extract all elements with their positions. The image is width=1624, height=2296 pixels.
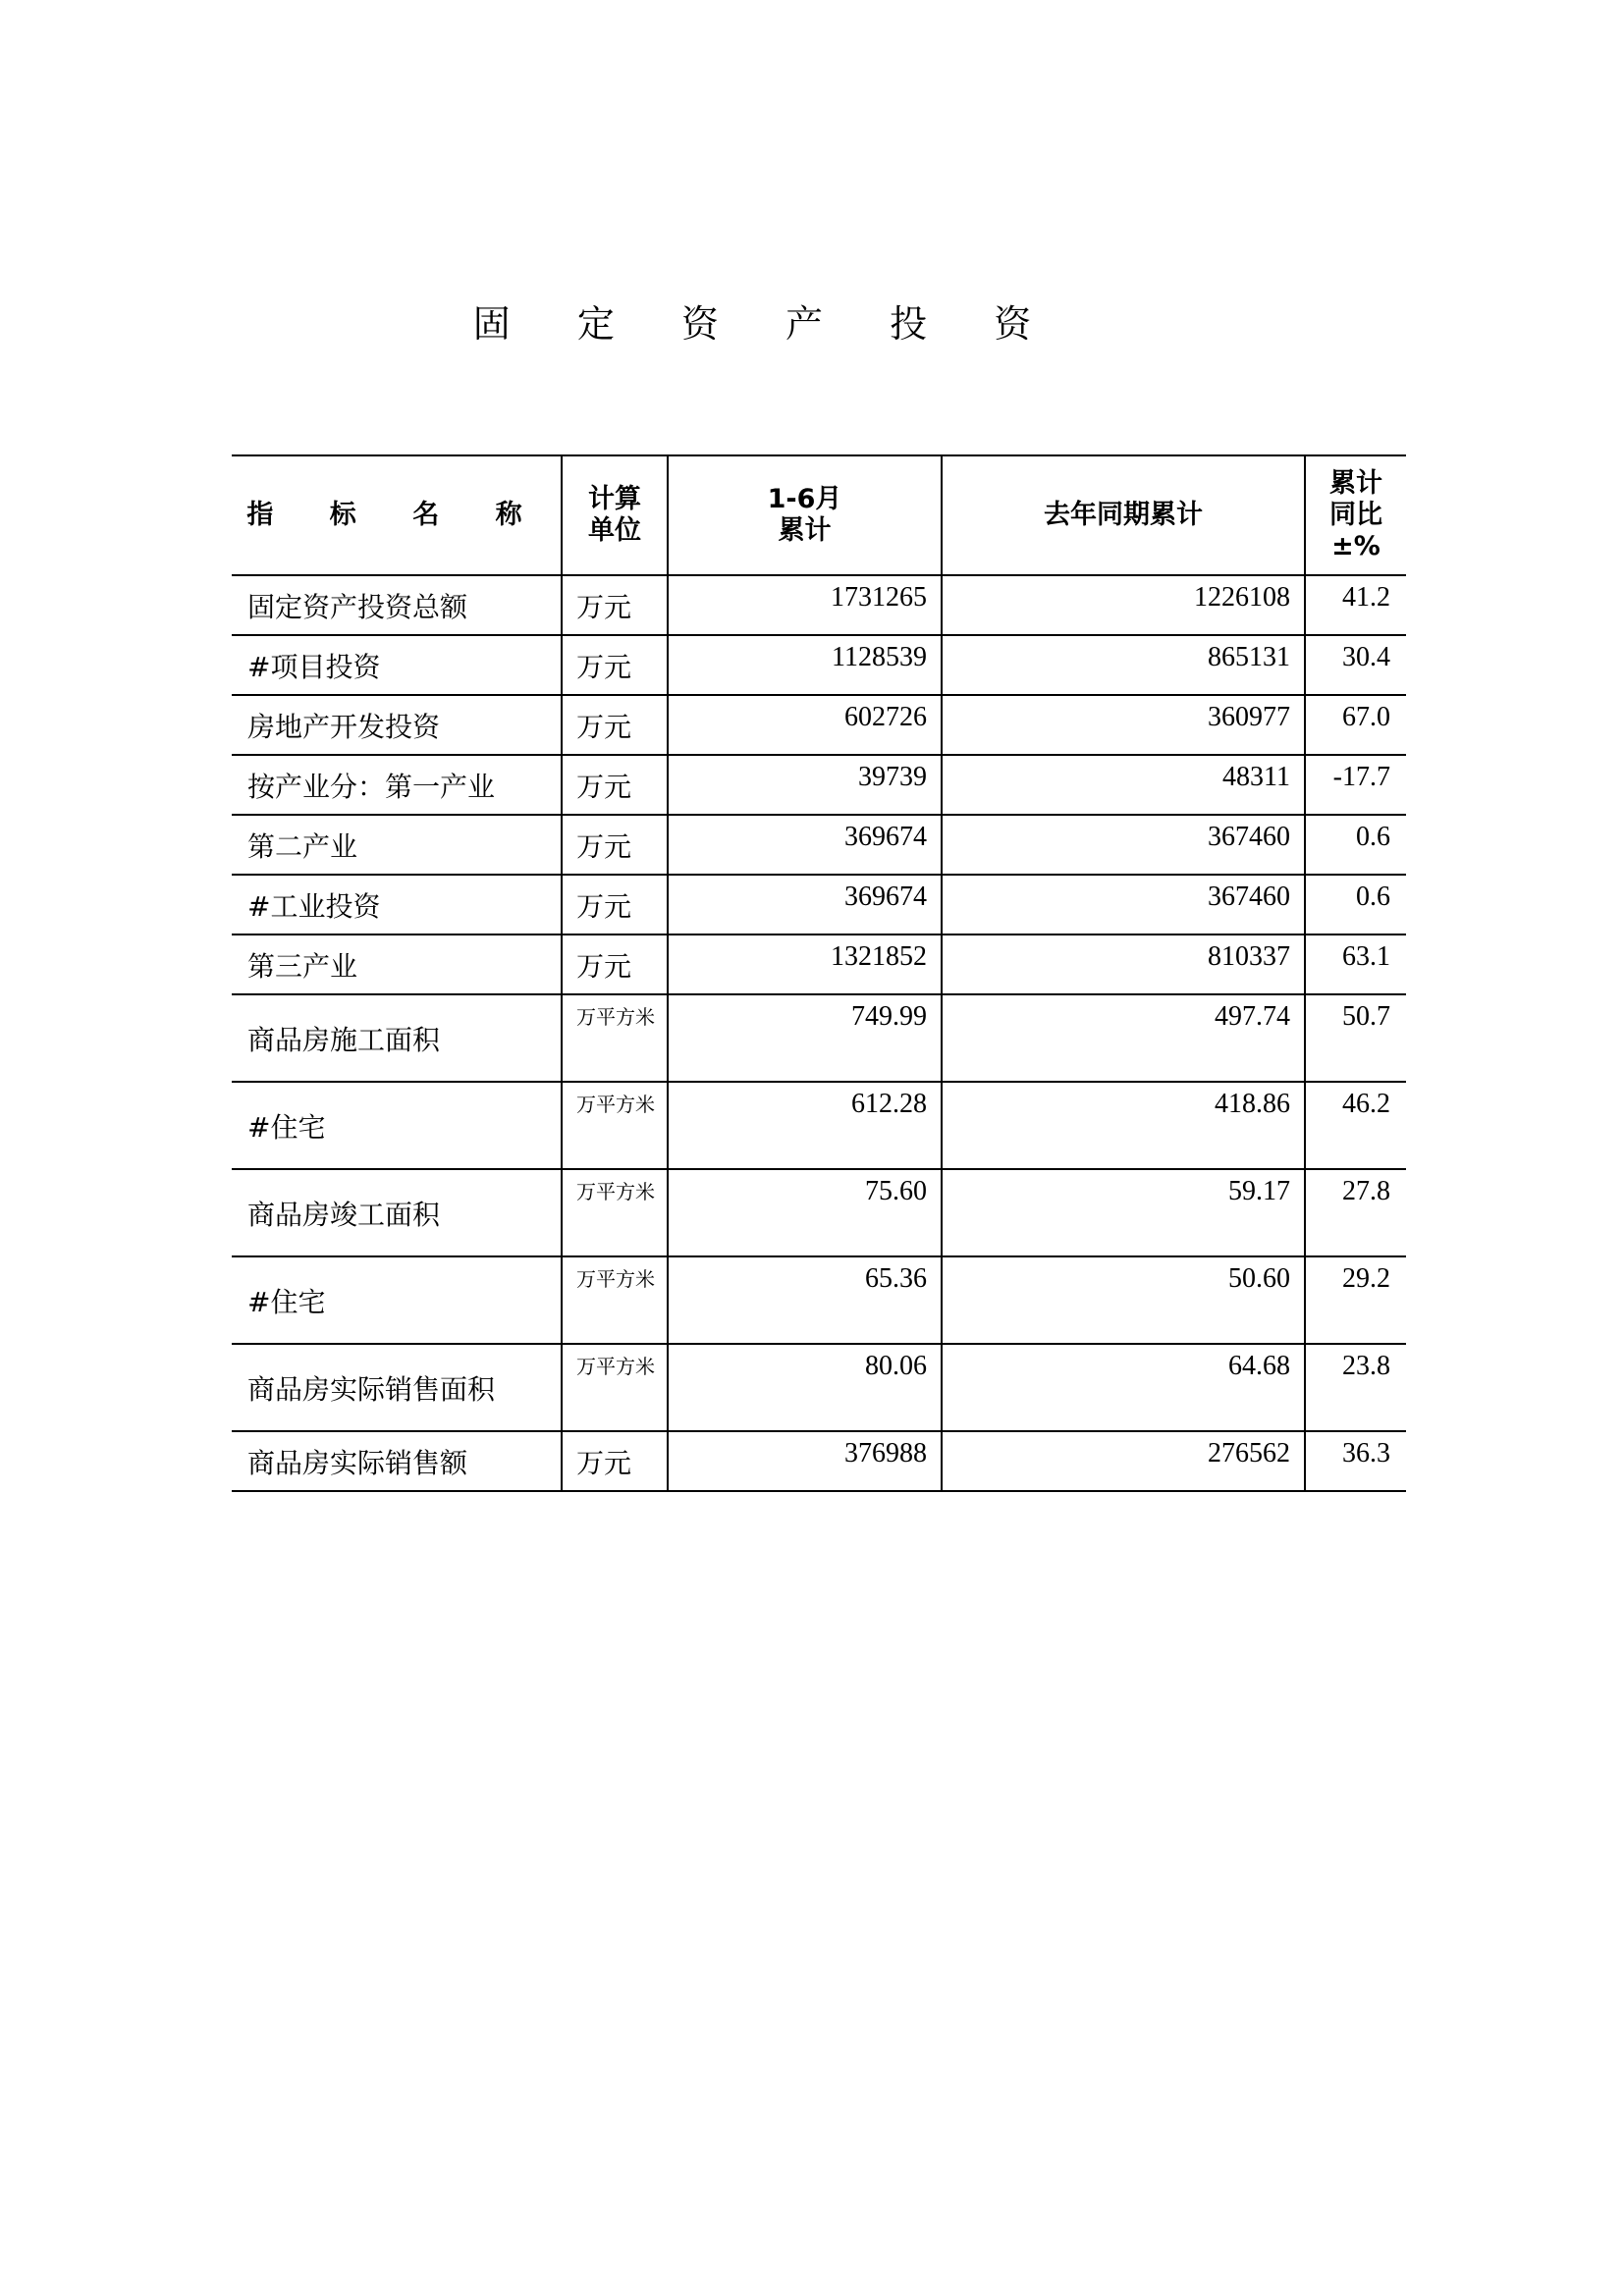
indicator-name-cell: #工业投资: [232, 875, 562, 934]
last-year-value-cell: 497.74: [942, 994, 1305, 1082]
last-year-value-cell: 360977: [942, 695, 1305, 755]
table-row: [232, 1082, 1406, 1169]
last-year-value-cell: 50.60: [942, 1256, 1305, 1344]
yoy-percent-cell: 0.6: [1305, 875, 1406, 934]
unit-cell: 万元: [562, 875, 668, 934]
unit-cell: 万平方米: [562, 1344, 668, 1431]
indicator-name-cell: 第二产业: [232, 815, 562, 875]
table-row: [232, 1169, 1406, 1256]
yoy-percent-cell: 0.6: [1305, 815, 1406, 875]
yoy-percent-cell: 30.4: [1305, 635, 1406, 695]
yoy-percent-cell: 27.8: [1305, 1169, 1406, 1256]
table-row: [232, 755, 1406, 815]
current-value-cell: 602726: [668, 695, 942, 755]
table-row: [232, 635, 1406, 695]
unit-cell: 万平方米: [562, 994, 668, 1082]
last-year-value-cell: 48311: [942, 755, 1305, 815]
current-value-cell: 749.99: [668, 994, 942, 1082]
page-title: 固 定 资 产 投 资: [472, 302, 1059, 346]
current-value-cell: 39739: [668, 755, 942, 815]
current-value-cell: 369674: [668, 815, 942, 875]
last-year-value-cell: 418.86: [942, 1082, 1305, 1169]
table-row: [232, 934, 1406, 994]
header-indicator-name: 指 标 名 称: [232, 455, 562, 575]
unit-cell: 万元: [562, 934, 668, 994]
yoy-percent-cell: 23.8: [1305, 1344, 1406, 1431]
indicator-name-cell: #项目投资: [232, 635, 562, 695]
current-value-cell: 65.36: [668, 1256, 942, 1344]
current-value-cell: 75.60: [668, 1169, 942, 1256]
last-year-value-cell: 59.17: [942, 1169, 1305, 1256]
yoy-percent-cell: 36.3: [1305, 1431, 1406, 1491]
table-row: [232, 994, 1406, 1082]
yoy-percent-cell: 50.7: [1305, 994, 1406, 1082]
current-value-cell: 1128539: [668, 635, 942, 695]
last-year-value-cell: 276562: [942, 1431, 1305, 1491]
indicator-name-cell: 第三产业: [232, 934, 562, 994]
last-year-value-cell: 367460: [942, 815, 1305, 875]
current-value-cell: 369674: [668, 875, 942, 934]
table-row: [232, 575, 1406, 635]
unit-cell: 万平方米: [562, 1169, 668, 1256]
header-unit: 计算单位: [562, 455, 668, 575]
header-yoy-percent: 累计同比±%: [1305, 455, 1406, 575]
unit-cell: 万平方米: [562, 1082, 668, 1169]
unit-cell: 万元: [562, 575, 668, 635]
yoy-percent-cell: 41.2: [1305, 575, 1406, 635]
unit-cell: 万元: [562, 815, 668, 875]
indicator-name-cell: 固定资产投资总额: [232, 575, 562, 635]
yoy-percent-cell: 29.2: [1305, 1256, 1406, 1344]
table-row: [232, 875, 1406, 934]
header-last-year-cumulative: 去年同期累计: [942, 455, 1305, 575]
indicator-name-cell: #住宅: [232, 1082, 562, 1169]
fixed-asset-investment-table: [232, 454, 1406, 1492]
unit-cell: 万平方米: [562, 1256, 668, 1344]
last-year-value-cell: 810337: [942, 934, 1305, 994]
current-value-cell: 1321852: [668, 934, 942, 994]
table-row: [232, 1344, 1406, 1431]
table-row: [232, 815, 1406, 875]
indicator-name-cell: 商品房实际销售额: [232, 1431, 562, 1491]
table-row: [232, 1256, 1406, 1344]
current-value-cell: 80.06: [668, 1344, 942, 1431]
current-value-cell: 376988: [668, 1431, 942, 1491]
last-year-value-cell: 64.68: [942, 1344, 1305, 1431]
yoy-percent-cell: 63.1: [1305, 934, 1406, 994]
last-year-value-cell: 367460: [942, 875, 1305, 934]
unit-cell: 万元: [562, 635, 668, 695]
unit-cell: 万元: [562, 755, 668, 815]
indicator-name-cell: 商品房施工面积: [232, 994, 562, 1082]
table-row: [232, 695, 1406, 755]
last-year-value-cell: 1226108: [942, 575, 1305, 635]
indicator-name-cell: 按产业分：第一产业: [232, 755, 562, 815]
table-header-row: [232, 455, 1406, 575]
unit-cell: 万元: [562, 695, 668, 755]
indicator-name-cell: 房地产开发投资: [232, 695, 562, 755]
current-value-cell: 1731265: [668, 575, 942, 635]
indicator-name-cell: 商品房实际销售面积: [232, 1344, 562, 1431]
last-year-value-cell: 865131: [942, 635, 1305, 695]
table-row: [232, 1431, 1406, 1491]
unit-cell: 万元: [562, 1431, 668, 1491]
indicator-name-cell: #住宅: [232, 1256, 562, 1344]
yoy-percent-cell: -17.7: [1305, 755, 1406, 815]
yoy-percent-cell: 46.2: [1305, 1082, 1406, 1169]
current-value-cell: 612.28: [668, 1082, 942, 1169]
yoy-percent-cell: 67.0: [1305, 695, 1406, 755]
indicator-name-cell: 商品房竣工面积: [232, 1169, 562, 1256]
header-current-cumulative: 1-6月累计: [668, 455, 942, 575]
